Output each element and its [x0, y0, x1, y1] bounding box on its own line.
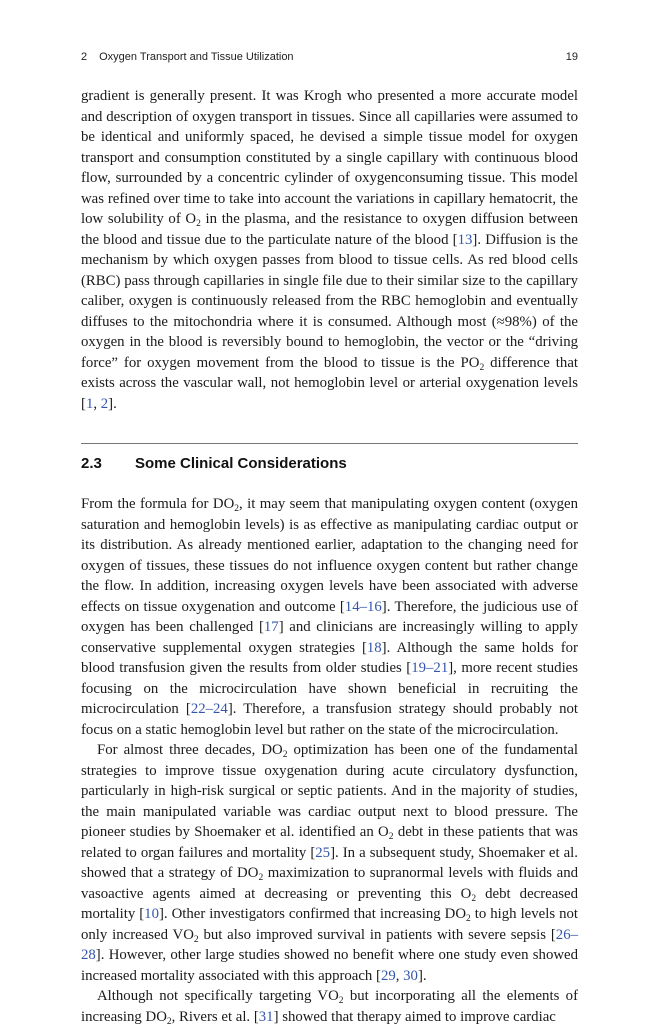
text-run: but also improved survival in patients with severe sepsis [	[198, 926, 556, 943]
section-title: Some Clinical Considerations	[135, 455, 347, 472]
subscript: 2	[196, 219, 201, 229]
text-run: to high levels not only increased VO	[81, 906, 578, 943]
paragraph	[81, 740, 578, 986]
text-run: in the plasma, and the resistance to oxygen diffusion between the blood and tissue due to the particulate nature of the blood [	[81, 211, 578, 248]
page-number: 19	[565, 51, 578, 63]
text-run: Although not specifically targeting VO	[97, 988, 339, 1004]
citation-link[interactable]: 14–16	[344, 598, 382, 615]
subscript: 2	[234, 504, 240, 514]
subscript: 2	[479, 362, 485, 373]
paragraph	[81, 986, 578, 1027]
running-head-chapter	[81, 51, 294, 63]
citation-link[interactable]: 18	[366, 639, 382, 656]
subscript: 2	[193, 934, 199, 945]
text-run: ]. Diffusion is the mechanism by which oxygen passes from blood to tissue cells. As red blood cells (RBC) pass through capillaries in single file due to their similar size to the capillary caliber, oxygen is continuously released from the RBC hemoglobin and eventually diffuses to the mitochondria where it is consumed. Although most (≈98%) of the oxygen in the blood is reversibly bound to hemoglobin, the vector or the “driving force” for oxygen movement from the blood to tissue is the PO	[81, 231, 578, 371]
citation-link[interactable]: 29	[380, 967, 396, 984]
citation-link[interactable]: 25	[315, 844, 331, 861]
text-run: ]. Although the same holds for blood transfusion given the results from older studies [	[81, 639, 578, 676]
text-run: difference that exists across the vascular wall, not hemoglobin level or arterial oxygenation levels [	[81, 354, 578, 412]
citation-link[interactable]: 19–21	[411, 660, 449, 676]
text-run: ].	[417, 967, 427, 984]
citation-link[interactable]: 22–24	[190, 701, 228, 717]
text-run: debt decreased mortality [	[81, 885, 578, 922]
citation-link[interactable]: 17	[263, 619, 279, 635]
citation-link[interactable]: 10	[144, 906, 159, 922]
subscript: 2	[166, 1016, 172, 1027]
citation-link[interactable]: 13	[457, 231, 473, 248]
text-run: ,	[93, 395, 101, 412]
text-run: debt in these patients that was related to organ failures and mortality [	[81, 824, 578, 861]
subscript: 2	[388, 832, 394, 842]
citation-link[interactable]: 1	[85, 395, 94, 412]
text-run: maximization to supranormal levels with fluids and vasoactive agents aimed at decreasing or preventing this O	[81, 865, 579, 902]
body-text	[81, 86, 578, 1027]
paragraph	[81, 86, 578, 414]
text-run: For almost three decades, DO	[97, 742, 283, 758]
text-run: ]. However, other large studies showed no benefit where one study even showed increased mortality associated with this approach [	[81, 947, 578, 984]
text-run: ], more recent studies focusing on the microcirculation have shown beneficial in recruiting the microcirculation [	[81, 660, 578, 717]
subscript: 2	[466, 914, 471, 924]
text-run: ,	[395, 967, 404, 984]
section-divider	[81, 443, 578, 444]
citation-link[interactable]: 2	[100, 395, 109, 412]
text-run: ]. Other investigators confirmed that increasing DO	[158, 906, 467, 922]
subscript: 2	[471, 893, 477, 904]
subscript: 2	[338, 996, 344, 1006]
text-run: ].	[108, 395, 117, 412]
paragraph	[81, 494, 578, 740]
chapter-number: 2	[81, 51, 88, 63]
citation-link[interactable]: 31	[258, 1008, 274, 1025]
section-number: 2.3	[81, 455, 102, 472]
chapter-title: Oxygen Transport and Tissue Utilization	[99, 51, 294, 63]
text-run: but incorporating all the elements of increasing DO	[81, 988, 578, 1025]
text-run: , Rivers et al. [	[171, 1008, 259, 1025]
citation-link[interactable]: 26–28	[81, 926, 578, 963]
subscript: 2	[258, 873, 264, 883]
text-run: , it may seem that manipulating oxygen content (oxygen saturation and hemoglobin levels) is as effective as manipulating cardiac output or its distribution. As already mentioned earlier, adaptation to the changing need for oxygen of tissues, these tissues do not influence oxygen content but rather change the flow. In addition, increasing oxygen levels have been associated with adverse effects on tissue oxygenation and outcome [	[81, 496, 578, 615]
section-heading	[81, 454, 578, 474]
text-run: gradient is generally present. It was Krogh who presented a more accurate model and description of oxygen transport in tissues. Since all capillaries were assumed to be identical and uniformly spaced, he devised a simple tissue model for oxygen transport and consumption constituted by a single capillary with continuous blood flow, surrounded by a concentric cylinder of oxygenconsuming tissue. This model was refined over time to take into account the variations in capillary hematocrit, the low solubility of O	[81, 88, 578, 227]
text-run: ] and clinicians are increasingly willing to apply conservative supplemental oxygen strategies [	[81, 619, 579, 656]
text-run: ]. In a subsequent study, Shoemaker et al. showed that a strategy of DO	[81, 844, 578, 881]
text-run: ]. Therefore, a transfusion strategy should probably not focus on a static hemoglobin level but rather on the state of the microcirculation.	[81, 701, 578, 738]
text-run: ] showed that therapy aimed to improve cardiac	[273, 1008, 556, 1025]
running-head	[81, 51, 578, 69]
citation-link[interactable]: 30	[403, 967, 418, 984]
text-run: ]. Therefore, the judicious use of oxygen has been challenged [	[81, 598, 578, 635]
text-run: optimization has been one of the fundamental strategies to improve tissue oxygenation during acute circulatory dysfunction, particularly in high-risk surgical or septic patients. And in the majority of studies, the main manipulated variable was cardiac output next to blood pressure. The pioneer studies by Shoemaker et al. identified an O	[81, 742, 578, 840]
subscript: 2	[282, 750, 288, 760]
text-run: From the formula for DO	[81, 496, 235, 512]
